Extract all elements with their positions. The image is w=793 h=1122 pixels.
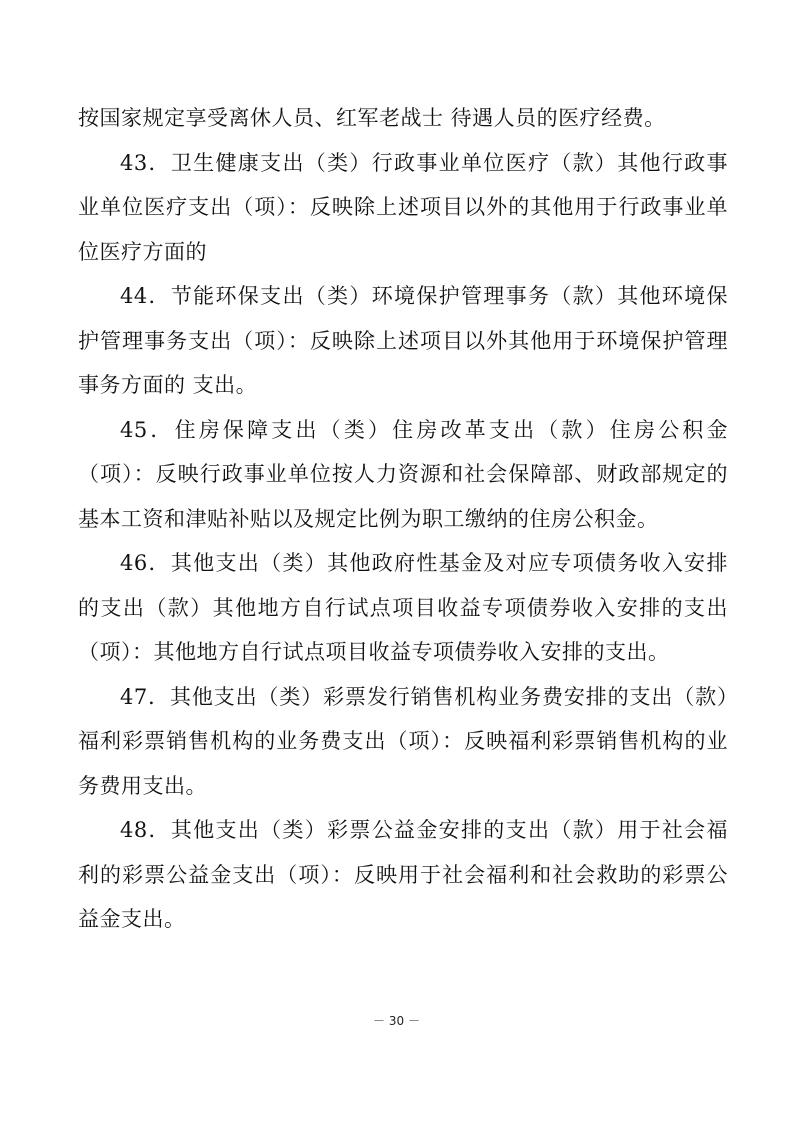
paragraph-item-46: 46．其他支出（类）其他政府性基金及对应专项债务收入安排的支出（款）其他地方自行试点项目收益专项债券收入安排的支出（项）：其他地方自行试点项目收益专项债券收入安排的支出。 (78, 551, 728, 664)
paragraph-item-45: 45．住房保障支出（类）住房改革支出（款）住房公积金（项）：反映行政事业单位按人力资源和社会保障部、财政部规定的 基本工资和津贴补贴以及规定比例为职工缴纳的住房公积金。 (78, 417, 728, 531)
page-number: － 30 － (373, 1014, 420, 1028)
paragraph-continuation: 按国家规定享受离休人员、红军老战士 待遇人员的医疗经费。 (78, 106, 666, 130)
paragraph-item-47: 47．其他支出（类）彩票发行销售机构业务费安排的支出（款）福利彩票销售机构的业务费支出（项）：反映福利彩票销售机构的业务费用支出。 (78, 684, 728, 798)
paragraph-item-44: 44．节能环保支出（类）环境保护管理事务（款）其他环境保护管理事务支出（项）：反映除上述项目以外其他用于环境保护管理事务方面的 支出。 (78, 284, 728, 397)
body-text (78, 96, 728, 942)
paragraph-item-48: 48．其他支出（类）彩票公益金安排的支出（款）用于社会福利的彩票公益金支出（项）：反映用于社会福利和社会救助的彩票公益金支出。 (78, 818, 728, 931)
paragraph-item-43: 43．卫生健康支出（类）行政事业单位医疗（款）其他行政事业单位医疗支出（项）：反映除上述项目以外的其他用于行政事业单位医疗方面的 (78, 150, 728, 264)
